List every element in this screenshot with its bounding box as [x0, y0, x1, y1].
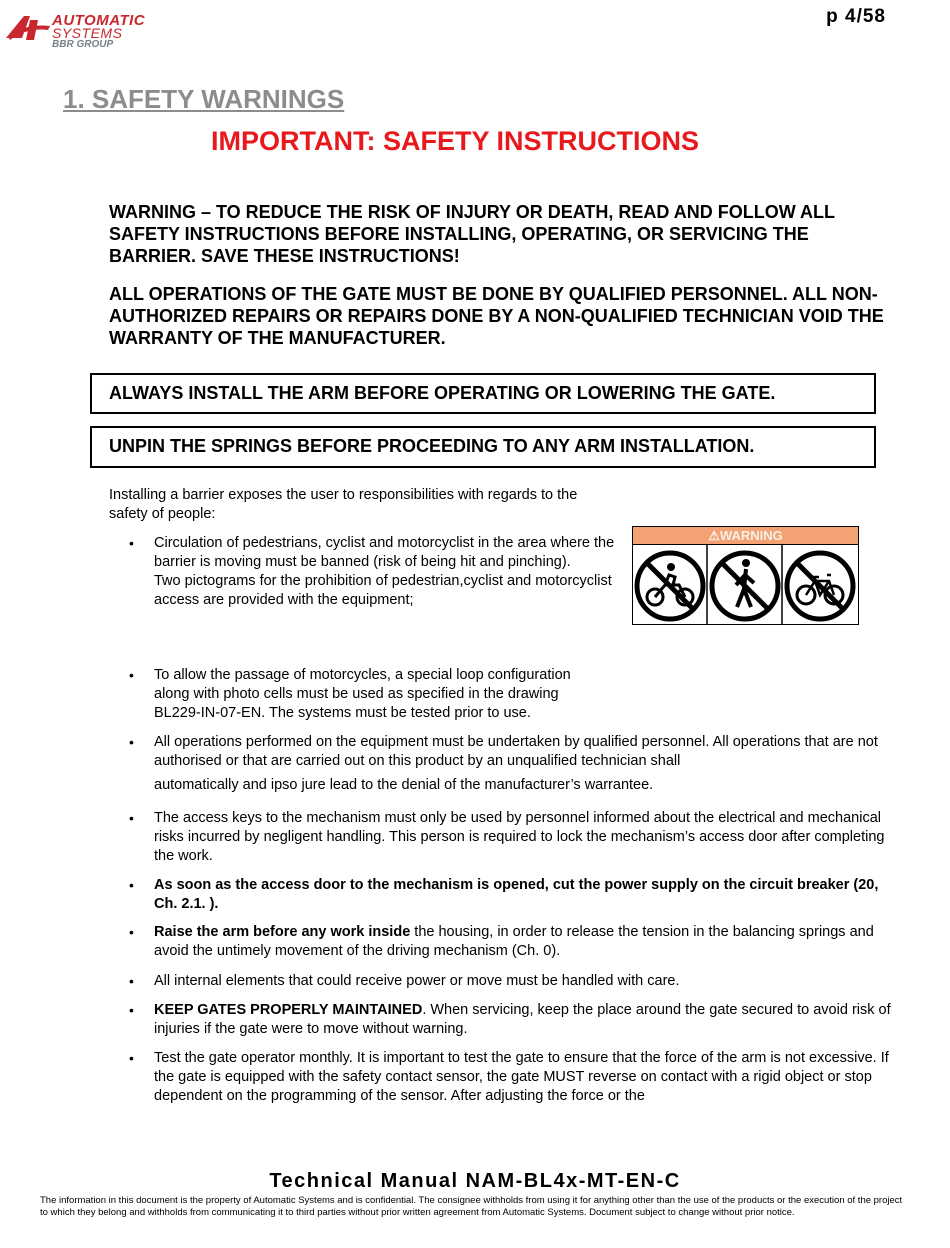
list-item: [109, 1049, 899, 1106]
list-item-text: Test the gate operator monthly. It is important to test the gate to ensure that the force of the arm is not excessive. If the gate is equipped with the safety contact sensor, the gate MUST reverse on contact with a rigid object or stop dependent on the programming of the sensor. After adjusting the force or the: [154, 1050, 889, 1104]
bullet-marker: •: [129, 734, 134, 750]
list-item: [109, 534, 619, 610]
list-item-text: the housing, in order to release the tension in the balancing springs and avoid the untimely movement of the driving mechanism (Ch. 0).: [154, 924, 874, 959]
logo-mark-icon: [4, 14, 52, 44]
list-item: [109, 666, 899, 723]
company-logo: [4, 12, 174, 52]
list-item-text: . When servicing, keep the place around the gate secured to avoid risk of injuries if the gate were to move without warning.: [154, 1002, 891, 1037]
warning-paragraph: WARNING – TO REDUCE THE RISK OF INJURY OR DEATH, READ AND FOLLOW ALL SAFETY INSTRUCTIONS BEFORE INSTALLING, OPERATING, OR SERVICING THE BARRIER. SAVE THESE INSTRUCTIONS!: [109, 202, 835, 266]
section-title: 1. SAFETY WARNINGS: [63, 84, 345, 114]
page-number: p 4/58: [826, 6, 886, 27]
boxed-notice-arm: ALWAYS INSTALL THE ARM BEFORE OPERATING OR LOWERING THE GATE.: [90, 373, 876, 414]
list-item: [109, 1001, 899, 1039]
list-item-text: All internal elements that could receive power or move must be handled with care.: [154, 973, 680, 989]
no-motorcycle-icon: [637, 553, 703, 619]
list-item: [109, 972, 899, 991]
list-item-text: Circulation of pedestrians, cyclist and motorcyclist in the area where the barrier is moving must be banned (risk of being hit and pinching).: [154, 535, 615, 570]
list-item-text: Two pictograms for the prohibition of pedestrian,cyclist and motorcyclist access are provided with the equipment;: [154, 573, 612, 608]
list-item: [109, 809, 899, 866]
logo-text-group: BBR GROUP: [52, 39, 114, 50]
bullet-marker: •: [129, 667, 134, 683]
list-item: [109, 733, 899, 795]
list-item-text: As soon as the access door to the mechanism is opened, cut the power supply on the circuit breaker (20, Ch. 2.1. ).: [154, 877, 879, 912]
bullet-marker: •: [129, 1002, 134, 1018]
logo-text-automatic: AUTOMATIC: [52, 12, 146, 29]
no-pedestrian-icon: [712, 553, 778, 619]
bullet-marker: •: [129, 1050, 134, 1066]
footer-title: Technical Manual NAM-BL4x-MT-EN-C: [269, 1170, 681, 1192]
intro-paragraph: Installing a barrier exposes the user to responsibilities with regards to the safety of people:: [109, 487, 578, 522]
list-item-text: automatically and ipso jure lead to the denial of the manufacturer’s warrantee.: [154, 777, 654, 793]
list-item-text: All operations performed on the equipment must be undertaken by qualified personnel. All operations that are not authorised or that are carried out on this product by an unqualified technician shall: [154, 734, 878, 769]
bullet-marker: •: [129, 877, 134, 893]
list-item-text: The access keys to the mechanism must only be used by personnel informed about the electrical and mechanical risks incurred by negligent handling. This person is required to lock the mechanism’s access door after completing the work.: [154, 810, 885, 864]
boxed-notice-springs: UNPIN THE SPRINGS BEFORE PROCEEDING TO ANY ARM INSTALLATION.: [90, 426, 876, 468]
bullet-marker: •: [129, 924, 134, 940]
list-item-text: To allow the passage of motorcycles, a special loop configuration along with photo cells must be used as specified in the drawing BL229-IN-07-EN. The systems must be tested prior to use.: [154, 667, 571, 721]
bullet-marker: •: [129, 535, 134, 551]
no-bicycle-icon: [787, 553, 853, 619]
page-title: IMPORTANT: SAFETY INSTRUCTIONS: [210, 126, 699, 156]
list-item: [109, 923, 899, 961]
list-item: [109, 876, 899, 914]
logo-text-systems: SYSTEMS: [52, 25, 123, 41]
list-item-bold-text: KEEP GATES PROPERLY MAINTAINED: [154, 1002, 423, 1018]
warning-paragraph: ALL OPERATIONS OF THE GATE MUST BE DONE BY QUALIFIED PERSONNEL. ALL NON-AUTHORIZED REPAIRS OR REPAIRS DONE BY A NON-QUALIFIED TECHNICIAN VOID THE WARRANTY OF THE MANUFACTURER.: [109, 284, 884, 348]
bullet-marker: •: [129, 810, 134, 826]
bullet-marker: •: [129, 973, 134, 989]
footer-disclaimer: The information in this document is the property of Automatic Systems and is confidential. The consignee withholds from using it for anything other than the use of the products or the execution of the project to which they belong and withholds from communicating it to third parties without prior written agreement from Automatic Systems. Document subject to change without prior notice.: [40, 1195, 903, 1218]
warning-sign-header: ⚠WARNING: [633, 527, 858, 545]
warning-sign: [632, 526, 859, 625]
list-item-bold-text: Raise the arm before any work inside: [154, 924, 411, 940]
